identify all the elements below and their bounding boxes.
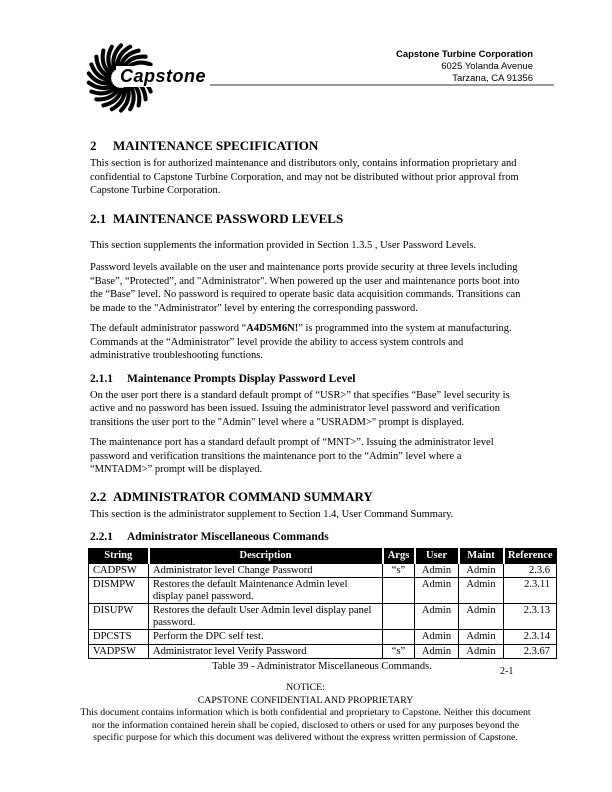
document-body: [90, 138, 553, 672]
address-line-2: Tarzana, CA 91356: [452, 73, 533, 84]
section-2-paragraph: This section is for authorized maintenance and distributors only, contains information proprietary and confidential to Capstone Turbine Corporation, and may not be distributed without prior approval from Capstone Turbine Corporation.: [90, 158, 519, 196]
company-name: Capstone Turbine Corporation: [395, 49, 533, 60]
table-cell: DPCSTS: [89, 630, 149, 645]
table-cell: 2.3.6: [504, 563, 557, 578]
section-2-2-title: ADMINISTRATOR COMMAND SUMMARY: [113, 488, 373, 504]
table-cell: [383, 578, 415, 604]
section-2-2-1-number: 2.2.1: [90, 531, 113, 543]
address-line-1: 6025 Yolanda Avenue: [441, 61, 533, 72]
section-2-1-title: MAINTENANCE PASSWORD LEVELS: [113, 210, 344, 226]
notice-label: NOTICE:: [286, 682, 325, 693]
table-cell: Admin: [415, 604, 459, 630]
section-2-2-paragraph: This section is the administrator supplement to Section 1.4, User Command Summary.: [90, 508, 454, 520]
section-2-1-1-heading: [90, 372, 523, 386]
capstone-wordmark: Capstone: [116, 66, 210, 87]
admin-commands-table: [88, 548, 557, 659]
table-row: [89, 563, 557, 578]
page-number: 2-1: [500, 666, 514, 677]
section-2-1-number: 2.1: [90, 210, 107, 226]
table-header-cell: String: [89, 549, 149, 564]
table-cell: Admin: [415, 644, 459, 659]
paragraph-text: ” is programmed into the system at manufacturing. Commands at the “Administrator” level provide the ability to access system controls and administrative troubleshooting functions.: [90, 323, 512, 361]
table-cell: Admin: [415, 563, 459, 578]
table-cell: Admin: [415, 630, 459, 645]
table-cell: Perform the DPC self test.: [149, 630, 383, 645]
table-cell: 2.3.67: [504, 644, 557, 659]
table-row: [89, 644, 557, 659]
table-header-cell: Description: [149, 549, 383, 564]
commands-table-body: [89, 563, 557, 659]
section-2-heading: [90, 138, 523, 154]
notice-title: CAPSTONE CONFIDENTIAL AND PROPRIETARY: [197, 694, 414, 706]
company-address-block: [300, 49, 533, 85]
table-cell: “s”: [383, 563, 415, 578]
table-cell: DISMPW: [89, 578, 149, 604]
table-cell: Restores the default Maintenance Admin level display panel password.: [149, 578, 383, 604]
table-header-row: [89, 549, 557, 564]
paragraph-text: The default administrator password “: [90, 323, 247, 334]
section-2-1-heading: [90, 211, 523, 227]
section-2-2-1-heading: [90, 530, 523, 544]
table-cell: Admin: [459, 644, 504, 659]
table-header-cell: Args: [383, 549, 415, 564]
table-cell: Administrator level Verify Password: [149, 644, 383, 659]
section-2-1-paragraph-3: [90, 322, 523, 363]
table-cell: [383, 630, 415, 645]
table-cell: 2.3.13: [504, 604, 557, 630]
section-2-1-1-number: 2.1.1: [90, 372, 113, 385]
section-2-1-1-paragraph-2: The maintenance port has a standard default prompt of “MNT>”. Issuing the administrator level password and verification transitions the maintenance port to the “Admin” level where a “MNTADM>” prompt will be displayed.: [90, 437, 494, 475]
table-cell: Admin: [459, 563, 504, 578]
table-cell: [383, 604, 415, 630]
table-header-cell: User: [415, 549, 459, 564]
table-row: [89, 578, 557, 604]
section-2-1-1-title: Maintenance Prompts Display Password Level: [127, 372, 356, 385]
section-2-2-number: 2.2: [90, 488, 107, 504]
table-cell: VADPSW: [89, 644, 149, 659]
table-header-cell: Reference: [504, 549, 557, 564]
section-2-title: MAINTENANCE SPECIFICATION: [113, 138, 319, 153]
table-cell: Admin: [459, 630, 504, 645]
table-cell: “s”: [383, 644, 415, 659]
table-cell: CADPSW: [89, 563, 149, 578]
table-cell: Admin: [415, 578, 459, 604]
table-cell: Administrator level Change Password: [149, 563, 383, 578]
notice-body: This document contains information which is both confidential and proprietary to Capstone. Neither this document nor the information contained herein shall be copied, disclosed to others or used for any purposes beyond the specific purpose for which this document was delivered without the express written permission of Capstone.: [80, 707, 531, 743]
table-cell: Admin: [459, 578, 504, 604]
table-cell: Restores the default User Admin level display panel password.: [149, 604, 383, 630]
table-cell: DISUPW: [89, 604, 149, 630]
section-2-2-heading: [90, 489, 523, 505]
section-2-1-1-paragraph-1: On the user port there is a standard default prompt of “USR>” that specifies “Base” level security is active and no password has been issued. Issuing the administrator level password and verification transitions the user port to the "Admin" level where a "USRADM>" prompt is displayed.: [90, 389, 510, 428]
confidentiality-notice: [78, 682, 533, 745]
table-row: [89, 630, 557, 645]
table-cell: 2.3.14: [504, 630, 557, 645]
section-2-1-paragraph-2: Password levels available on the user and maintenance ports provide security at three levels including “Base”, “Protected”, and "Administrator". When powered up the user and maintenance ports boot into the “Base” level. No password is required to operate basic data acquisition commands. Transitions can be made to the "Administrator" level by entering the corresponding password.: [90, 262, 521, 314]
default-password-value: A4D5M6N!: [246, 323, 299, 334]
table-cell: 2.3.11: [504, 578, 557, 604]
section-2-2-1-title: Administrator Miscellaneous Commands: [127, 531, 329, 543]
section-2-1-paragraph-1: This section supplements the information provided in Section 1.3.5 , User Password Levels.: [90, 239, 477, 251]
table-caption: Table 39 - Administrator Miscellaneous Commands.: [212, 661, 432, 672]
table-cell: Admin: [459, 604, 504, 630]
table-row: [89, 604, 557, 630]
section-2-number: 2: [90, 138, 97, 153]
table-header-cell: Maint: [459, 549, 504, 564]
